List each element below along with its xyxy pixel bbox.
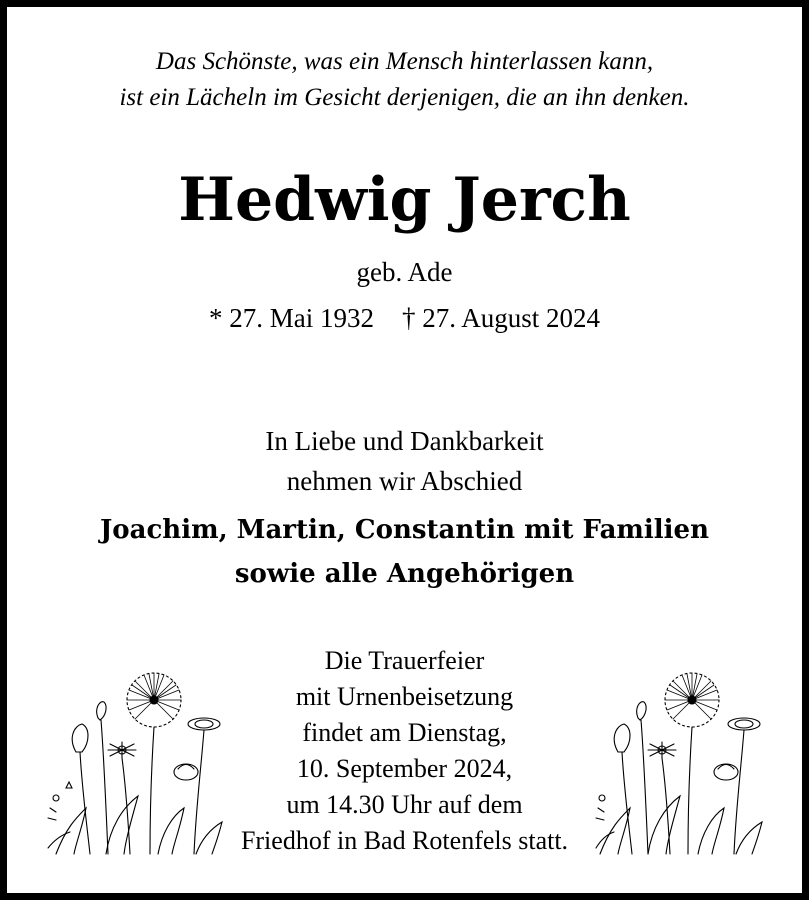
ceremony-line: findet am Dienstag, (302, 718, 507, 747)
quote-line-2: ist ein Lächeln im Gesicht derjenigen, die an ihn denken. (119, 84, 690, 111)
birth-name: geb. Ade (356, 257, 453, 287)
dandelion-meadow-icon (46, 668, 226, 856)
farewell-text (0, 421, 809, 501)
quote-line-1: Das Schönste, was ein Mensch hinterlassen kann, (155, 48, 654, 75)
farewell-line-1: In Liebe und Dankbarkeit (265, 426, 544, 456)
mourners-line-2: sowie alle Angehörigen (234, 559, 575, 589)
ceremony-line: um 14.30 Uhr auf dem (286, 790, 523, 819)
farewell-line-2: nehmen wir Abschied (286, 466, 523, 496)
birth-date: * 27. Mai 1932 (208, 303, 374, 333)
ceremony-line: Die Trauerfeier (324, 646, 485, 675)
mourners-line-1: Joachim, Martin, Constantin mit Familien (99, 515, 710, 545)
mourners-list (0, 508, 809, 596)
memorial-quote (0, 44, 809, 116)
ceremony-line: mit Urnenbeisetzung (295, 682, 514, 711)
death-date: † 27. August 2024 (401, 303, 601, 333)
deceased-name: Hedwig Jerch (178, 165, 631, 235)
dandelion-meadow-icon (594, 668, 766, 856)
ceremony-line: Friedhof in Bad Rotenfels statt. (240, 826, 569, 855)
ceremony-line: 10. September 2024, (296, 754, 513, 783)
life-dates (0, 298, 809, 338)
